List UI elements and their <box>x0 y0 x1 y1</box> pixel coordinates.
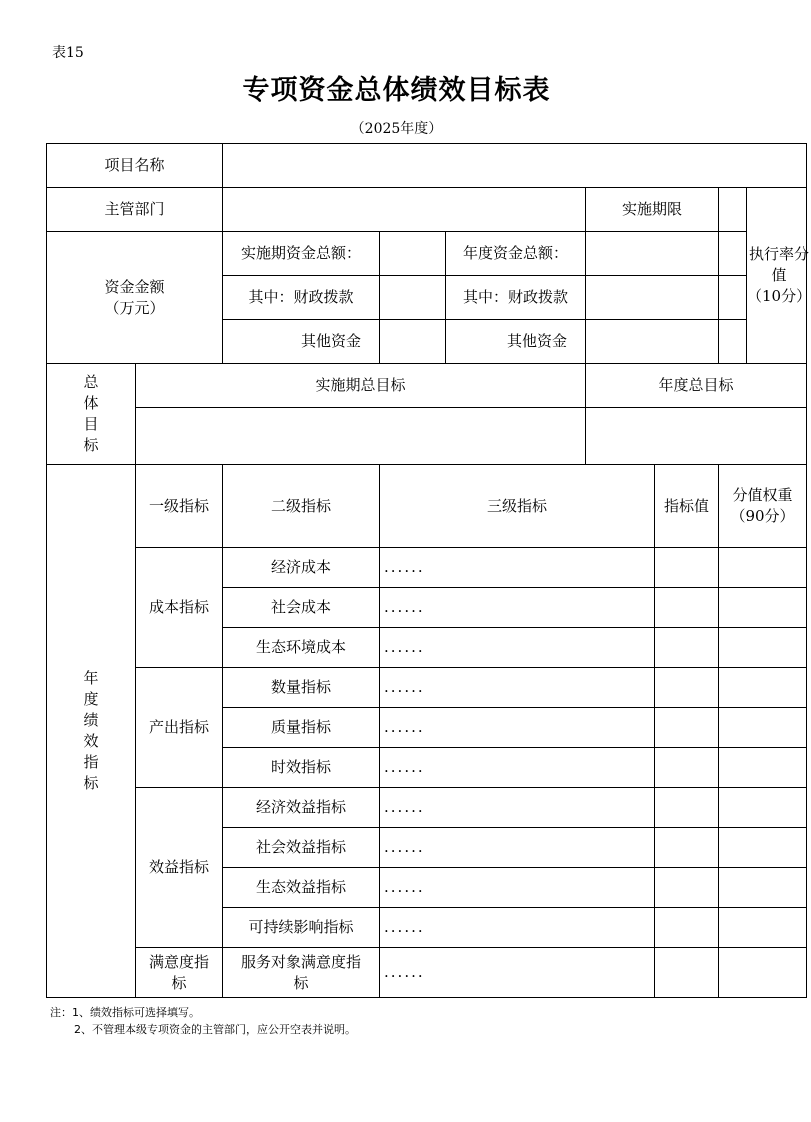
fiscal-period-label: 其中：财政拨款 <box>223 276 380 320</box>
value-field[interactable] <box>655 708 719 748</box>
weight-field[interactable] <box>719 828 807 868</box>
level3-field[interactable]: ...... <box>380 588 655 628</box>
exec-rate-label <box>747 188 811 364</box>
fiscal-extra-field[interactable] <box>719 276 747 320</box>
value-field[interactable] <box>655 748 719 788</box>
value-field[interactable] <box>655 908 719 948</box>
funds-extra-field[interactable] <box>719 232 747 276</box>
value-field[interactable] <box>655 788 719 828</box>
header-level1: 一级指标 <box>136 465 223 548</box>
weight-field[interactable] <box>719 668 807 708</box>
weight-field[interactable] <box>719 628 807 668</box>
period-goal-field[interactable] <box>136 408 586 465</box>
value-field[interactable] <box>655 588 719 628</box>
annual-indicators-label <box>47 465 136 998</box>
period-goal-label: 实施期总目标 <box>136 364 586 408</box>
funds-label <box>47 232 223 364</box>
funds-total-year-field[interactable] <box>586 232 719 276</box>
department-label: 主管部门 <box>47 188 223 232</box>
value-field[interactable] <box>655 868 719 908</box>
header-level2: 二级指标 <box>223 465 380 548</box>
funds-total-period-field[interactable] <box>380 232 446 276</box>
year-goal-field[interactable] <box>586 408 807 465</box>
weight-field[interactable] <box>719 548 807 588</box>
level2-item: 社会成本 <box>223 588 380 628</box>
level2-item <box>223 948 380 998</box>
weight-field[interactable] <box>719 868 807 908</box>
form-year: （2025年度） <box>350 121 443 137</box>
weight-field[interactable] <box>719 748 807 788</box>
level2-item: 质量指标 <box>223 708 380 748</box>
level3-field[interactable]: ...... <box>380 948 655 998</box>
weight-field[interactable] <box>719 788 807 828</box>
form-title: 专项资金总体绩效目标表 <box>242 75 551 106</box>
value-field[interactable] <box>655 668 719 708</box>
level3-field[interactable]: ...... <box>380 548 655 588</box>
other-extra-field[interactable] <box>719 320 747 364</box>
weight-field[interactable] <box>719 588 807 628</box>
level3-field[interactable]: ...... <box>380 628 655 668</box>
level2-item: 生态效益指标 <box>223 868 380 908</box>
header-value: 指标值 <box>655 465 719 548</box>
level2-satisfaction-text: 服务对象满意度指标 <box>241 952 362 992</box>
weight-field[interactable] <box>719 948 807 998</box>
other-period-field[interactable] <box>380 320 446 364</box>
value-field[interactable] <box>655 828 719 868</box>
level3-field[interactable]: ...... <box>380 708 655 748</box>
exec-rate-score: （10分） <box>747 287 811 305</box>
overall-goal-text: 总体目标 <box>83 373 99 454</box>
overall-goal-label <box>47 364 136 465</box>
department-field[interactable] <box>223 188 586 232</box>
annual-indicators-text: 年度绩效指标 <box>83 669 99 792</box>
value-field[interactable] <box>655 948 719 998</box>
fiscal-year-field[interactable] <box>586 276 719 320</box>
level2-item: 生态环境成本 <box>223 628 380 668</box>
page-label: 表15 <box>52 45 84 61</box>
header-level3: 三级指标 <box>380 465 655 548</box>
exec-rate-text: 执行率分值 <box>749 245 810 284</box>
funds-text: 资金金额（万元） <box>104 277 165 317</box>
level2-item: 时效指标 <box>223 748 380 788</box>
period-label: 实施期限 <box>586 188 719 232</box>
funds-total-period-label: 实施期资金总额： <box>223 232 380 276</box>
level3-field[interactable]: ...... <box>380 868 655 908</box>
project-name-label: 项目名称 <box>47 144 223 188</box>
level3-field[interactable]: ...... <box>380 788 655 828</box>
performance-goal-table <box>46 143 811 998</box>
level1-satisfaction <box>136 948 223 998</box>
period-field[interactable] <box>719 188 747 232</box>
fiscal-year-label: 其中：财政拨款 <box>446 276 586 320</box>
level2-item: 可持续影响指标 <box>223 908 380 948</box>
level2-item: 社会效益指标 <box>223 828 380 868</box>
level3-field[interactable]: ...... <box>380 668 655 708</box>
level1-cost: 成本指标 <box>136 548 223 668</box>
other-period-label: 其他资金 <box>223 320 380 364</box>
other-year-label: 其他资金 <box>446 320 586 364</box>
footnotes <box>50 1004 356 1038</box>
fiscal-period-field[interactable] <box>380 276 446 320</box>
funds-total-year-label: 年度资金总额： <box>446 232 586 276</box>
header-weight-text: 分值权重 <box>732 486 793 504</box>
project-name-field[interactable] <box>223 144 807 188</box>
header-weight <box>719 465 807 548</box>
other-year-field[interactable] <box>586 320 719 364</box>
header-weight-score: （90分） <box>730 507 795 525</box>
weight-field[interactable] <box>719 908 807 948</box>
level3-field[interactable]: ...... <box>380 748 655 788</box>
level2-item: 经济成本 <box>223 548 380 588</box>
weight-field[interactable] <box>719 708 807 748</box>
level1-satisfaction-text: 满意度指标 <box>148 952 209 992</box>
level1-benefit: 效益指标 <box>136 788 223 948</box>
note-1: 注：1、绩效指标可选择填写。 <box>50 1006 200 1019</box>
value-field[interactable] <box>655 548 719 588</box>
value-field[interactable] <box>655 628 719 668</box>
level3-field[interactable]: ...... <box>380 908 655 948</box>
year-goal-label: 年度总目标 <box>586 364 807 408</box>
note-2: 2、不管理本级专项资金的主管部门，应公开空表并说明。 <box>74 1023 356 1036</box>
level2-item: 经济效益指标 <box>223 788 380 828</box>
level2-item: 数量指标 <box>223 668 380 708</box>
level3-field[interactable]: ...... <box>380 828 655 868</box>
level1-output: 产出指标 <box>136 668 223 788</box>
